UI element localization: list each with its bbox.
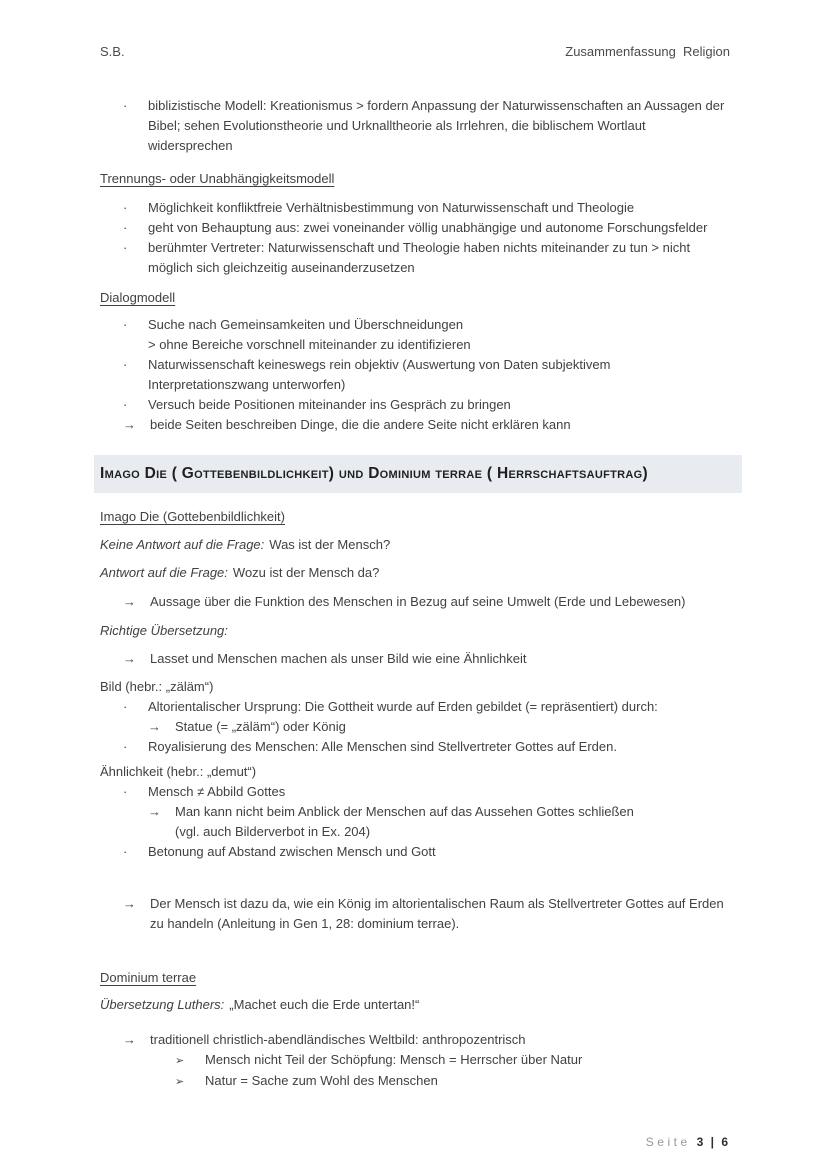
bullet-marker: · [123,357,128,372]
bullet-marker: · [123,200,128,215]
footer-page-number: 3 | 6 [696,1135,730,1149]
bild-list [100,697,730,757]
subsection-heading-bild: Bild (hebr.: „zäläm“) [100,679,214,694]
section-heading-trennungsmodell: Trennungs- oder Unabhängigkeitsmodell [100,171,335,186]
sub-list-item [175,1071,730,1092]
arrow-note [123,415,730,435]
question-line [100,535,730,555]
conclusion-arrow-note [123,894,730,934]
bullet-marker: · [123,317,128,332]
question-label: Antwort auf die Frage: [100,565,228,580]
list-item-line: > ohne Bereiche vorschnell miteinander zu identifizieren [148,337,471,352]
question-text: Was ist der Mensch? [269,537,391,552]
bullet-marker: · [123,240,128,255]
list-item [123,315,730,355]
footer-label: Seite [645,1135,691,1149]
list-item-text: biblizistische Modell: Kreationismus > fordern Anpassung der Naturwissenschaften an Aussagen der Bibel; sehen Evolutionstheorie und Urknalltheorie als Irrlehren, die biblischem Wortlaut widersprechen [148,98,725,153]
list-item [123,238,730,278]
chevron-marker: ➢ [175,1055,185,1067]
arrow-note-text: beide Seiten beschreiben Dinge, die die andere Seite nicht erklären kann [150,417,571,432]
page-footer [646,1135,730,1149]
list-item [123,395,730,415]
list-item [123,355,730,395]
list-item [123,697,730,717]
list-item [123,737,730,757]
translation-label: Richtige Übersetzung: [100,623,228,638]
arrow-marker: → [148,719,161,734]
bullet-marker: · [123,98,128,113]
bullet-marker: · [123,699,128,714]
section-heading-imago-die: Imago Die (Gottebenbildlichkeit) [100,509,285,524]
main-heading: Imago Die ( Gottebenbildlichkeit) und Dominium terrae ( Herrschaftsauftrag) [94,455,742,493]
list-item-text: berühmter Vertreter: Naturwissenschaft und Theologie haben nichts miteinander zu tun > nicht möglich sich gleichzeitig auseinanderzusetzen [148,240,691,275]
translation-label-line [100,621,730,641]
arrow-note-text: traditionell christlich-abendländisches Weltbild: anthropozentrisch [150,1032,526,1047]
sub-list-item-text: Natur = Sache zum Wohl des Menschen [205,1073,438,1088]
page-header [100,44,730,60]
arrow-marker: → [148,804,161,819]
bullet-marker: · [123,844,128,859]
question-line [100,563,730,583]
luther-label: Übersetzung Luthers: [100,997,225,1012]
header-author: S.B. [100,44,125,59]
sub-list-item-text: Mensch nicht Teil der Schöpfung: Mensch = Herrscher über Natur [205,1052,583,1067]
arrow-marker: → [123,417,136,432]
aehnlichkeit-list [100,782,730,862]
conclusion-text: Der Mensch ist dazu da, wie ein König im altorientalischen Raum als Stellvertreter Gottes auf Erden zu handeln (Anleitung in Gen 1, 28: dominium terrae). [150,896,724,931]
arrow-note [148,717,730,737]
section-heading-dominium-terrae: Dominium terrae [100,970,197,985]
sub-list-item [175,1050,730,1071]
list-item-line: Suche nach Gemeinsamkeiten und Überschneidungen [148,317,464,332]
list-item-text [148,315,730,355]
list-item [123,96,730,156]
list-item-text: geht von Behauptung aus: zwei voneinander völlig unabhängige und autonome Forschungsfelder [148,220,708,235]
arrow-marker: → [123,594,136,609]
list-item-text: Mensch ≠ Abbild Gottes [148,784,286,799]
dialogmodell-list [100,315,730,435]
trennungsmodell-list [100,198,730,278]
bullet-marker: · [123,220,128,235]
question-text: Wozu ist der Mensch da? [232,565,380,580]
arrow-note-line: Man kann nicht beim Anblick der Menschen auf das Aussehen Gottes schließen [175,804,634,819]
arrow-marker: → [123,651,136,666]
list-item [123,842,730,862]
list-item-text: Betonung auf Abstand zwischen Mensch und Gott [148,844,436,859]
arrow-marker: → [123,1032,136,1047]
list-item-text: Naturwissenschaft keineswegs rein objektiv (Auswertung von Daten subjektivem Interpretationszwang unterworfen) [148,357,611,392]
arrow-note-text: Aussage über die Funktion des Menschen in Bezug auf seine Umwelt (Erde und Lebewesen) [150,594,686,609]
list-item [123,198,730,218]
chevron-marker: ➢ [175,1076,185,1088]
list-item-text: Möglichkeit konfliktfreie Verhältnisbestimmung von Naturwissenschaft und Theologie [148,200,635,215]
arrow-note [123,592,730,612]
list-item-text: Royalisierung des Menschen: Alle Menschen sind Stellvertreter Gottes auf Erden. [148,739,617,754]
list-item-text: Versuch beide Positionen miteinander ins Gespräch zu bringen [148,397,511,412]
arrow-note [148,802,730,842]
luther-text: „Machet euch die Erde untertan!“ [229,997,420,1012]
list-item-text: Altorientalischer Ursprung: Die Gottheit wurde auf Erden gebildet (= repräsentiert) durch: [148,699,658,714]
arrow-note-line: (vgl. auch Bilderverbot in Ex. 204) [175,824,371,839]
bullet-marker: · [123,784,128,799]
list-item [123,782,730,802]
arrow-note-text: Lasset und Menschen machen als unser Bild wie eine Ähnlichkeit [150,651,527,666]
subsection-heading-aehnlichkeit: Ähnlichkeit (hebr.: „demut“) [100,764,257,779]
bullet-marker: · [123,739,128,754]
bullet-marker: · [123,397,128,412]
list-item [123,218,730,238]
section-heading-dialogmodell: Dialogmodell [100,290,176,305]
header-title: Zusammenfassung Religion [565,44,730,59]
arrow-note-text [175,802,730,842]
arrow-note-text: Statue (= „zäläm“) oder König [175,719,346,734]
arrow-note [123,649,730,669]
luther-line [100,995,730,1015]
arrow-note [123,1030,730,1050]
arrow-marker: → [123,896,136,911]
question-label: Keine Antwort auf die Frage: [100,537,265,552]
